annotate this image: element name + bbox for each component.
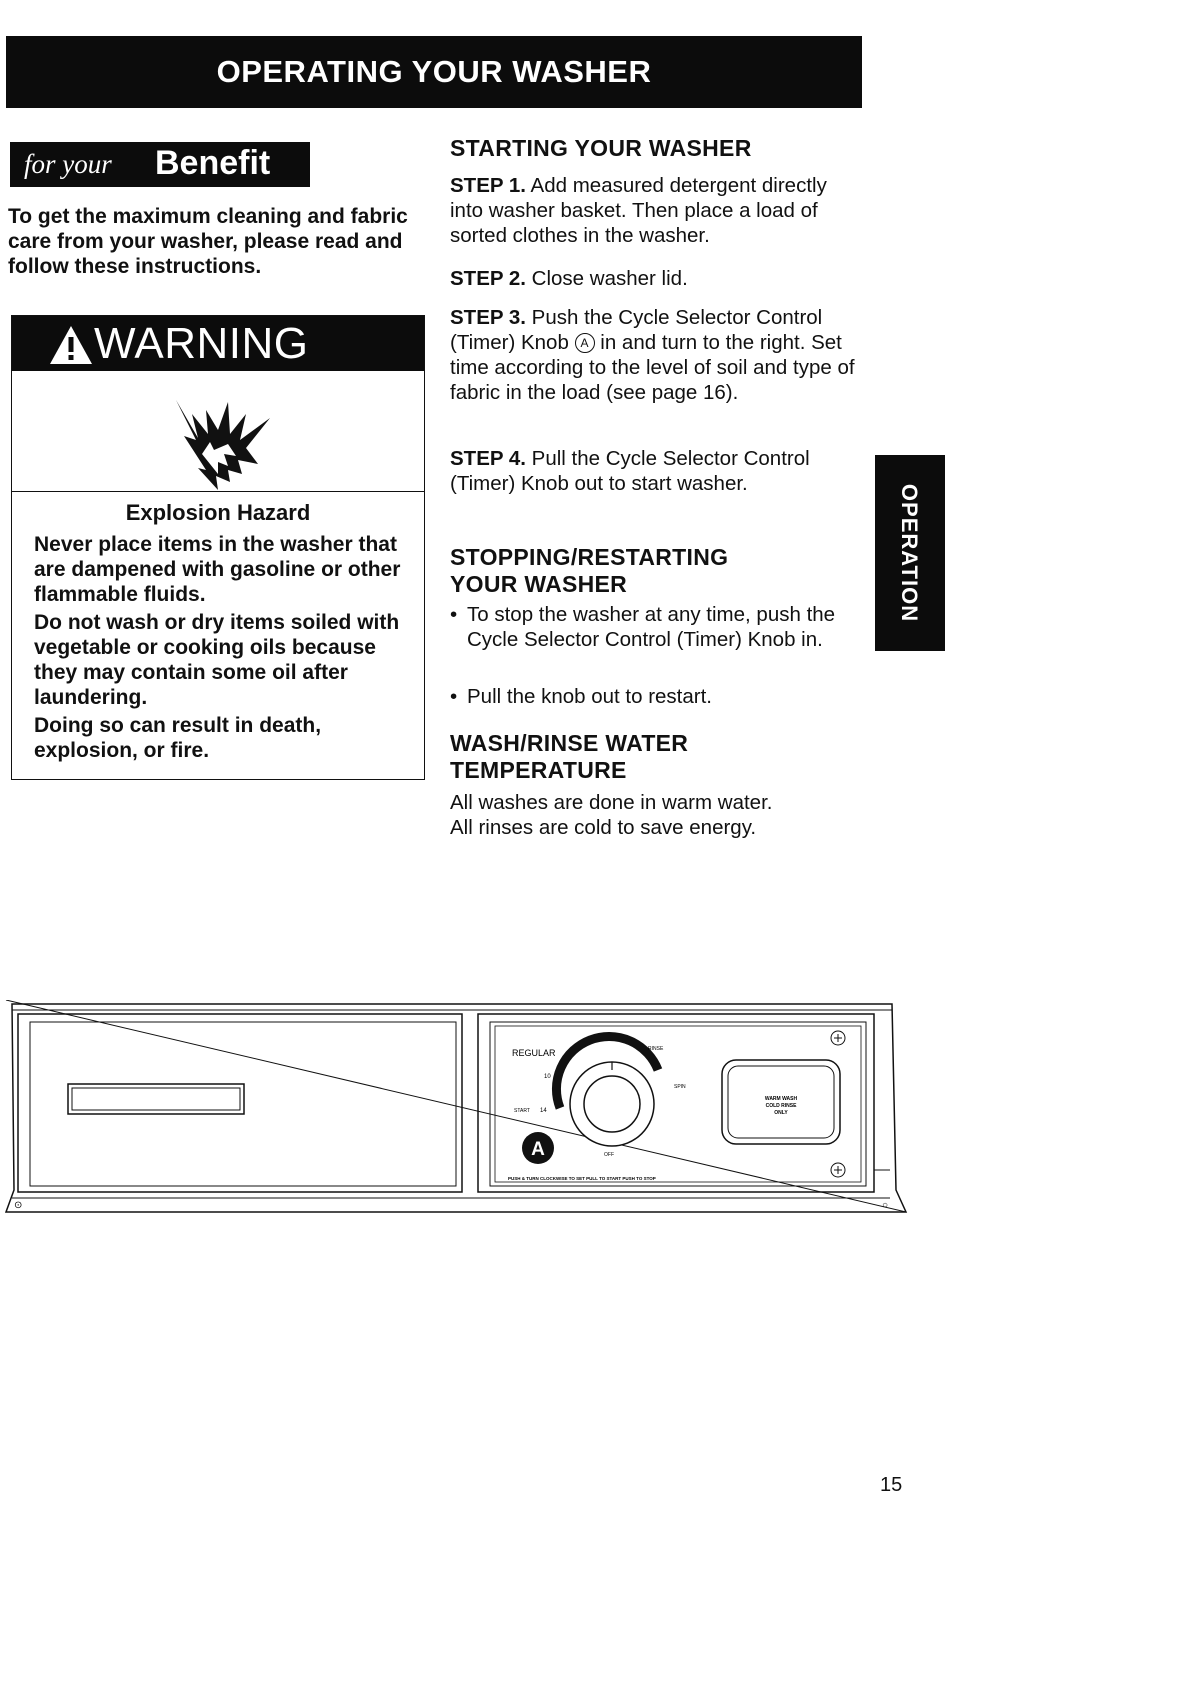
indicator-line-3: ONLY xyxy=(774,1110,788,1116)
indicator-line-2: COLD RINSE xyxy=(765,1103,797,1109)
warning-paragraph: Never place items in the washer that are dampened with gasoline or other flammable fluids. xyxy=(34,533,401,606)
list-item-text: To stop the washer at any time, push the Cycle Selector Control (Timer) Knob in. xyxy=(467,603,836,651)
stopping-heading xyxy=(450,544,728,598)
screw-icon: ⊙ xyxy=(14,1200,23,1211)
step-1-label: STEP 1. xyxy=(450,174,526,197)
explosion-icon xyxy=(162,384,282,494)
step-2-text: Close washer lid. xyxy=(531,267,688,290)
side-tab-label: OPERATION xyxy=(897,483,922,623)
temperature-line-2: All rinses are cold to save energy. xyxy=(450,816,757,839)
indicator-window xyxy=(722,1060,840,1144)
step-3-text-b: in and turn to the right. Set time according to the level of soil and type of fabric in the load (see page 16). xyxy=(450,331,855,404)
step-1 xyxy=(450,173,860,248)
screw-icon: ○ xyxy=(882,1200,889,1211)
page-title: OPERATING YOUR WASHER xyxy=(216,54,652,89)
warning-box xyxy=(11,315,425,780)
warning-header-bar xyxy=(12,316,424,371)
control-section xyxy=(478,1014,874,1192)
dial-label-rinse: RINSE xyxy=(648,1046,664,1052)
benefit-badge-prefix: for your xyxy=(24,149,112,179)
step-1-text: Add measured detergent directly into washer basket. Then place a load of sorted clothes in the washer. xyxy=(450,174,827,247)
warning-divider xyxy=(12,491,424,492)
step-4-text: Pull the Cycle Selector Control (Timer) Knob out to start washer. xyxy=(450,447,810,495)
warning-triangle-icon xyxy=(48,324,94,366)
list-item xyxy=(450,684,860,709)
panel-instructions: PUSH & TURN CLOCKWISE TO SET PULL TO START PUSH TO STOP xyxy=(508,1176,656,1181)
warning-paragraph: Doing so can result in death, explosion, or fire. xyxy=(34,714,322,762)
bullet-icon: • xyxy=(450,685,458,708)
dial-label-10: 10 xyxy=(544,1074,551,1080)
step-3 xyxy=(450,305,860,405)
bullet-icon: • xyxy=(450,603,458,626)
benefit-intro-text: To get the maximum cleaning and fabric care from your washer, please read and follow these instructions. xyxy=(8,205,408,278)
starting-heading: STARTING YOUR WASHER xyxy=(450,135,752,161)
warning-label: WARNING xyxy=(94,319,309,368)
dial-label-regular: REGULAR xyxy=(512,1048,556,1058)
temperature-line-1: All washes are done in warm water. xyxy=(450,791,773,814)
list-item-text: Pull the knob out to restart. xyxy=(467,685,712,708)
callout-a-label: A xyxy=(531,1139,545,1160)
section-side-tab xyxy=(875,455,945,651)
callout-a-marker: A xyxy=(575,333,595,353)
step-2 xyxy=(450,266,860,291)
step-2-label: STEP 2. xyxy=(450,267,526,290)
control-panel-illustration xyxy=(0,1000,910,1240)
benefit-badge-word: Benefit xyxy=(155,144,271,182)
stopping-heading-line2: YOUR WASHER xyxy=(450,571,628,597)
page-number: 15 xyxy=(880,1474,903,1496)
step-3-text-a: Push the Cycle Selector Control (Timer) Knob xyxy=(450,306,823,354)
warning-paragraph: Do not wash or dry items soiled with vegetable or cooking oils because they may contain some oil after laundering. xyxy=(34,611,400,709)
list-item xyxy=(450,602,860,652)
step-3-label: STEP 3. xyxy=(450,306,526,329)
temperature-heading-line2: TEMPERATURE xyxy=(450,757,627,783)
dial-label-spin: SPIN xyxy=(674,1084,686,1090)
dial-label-start: START xyxy=(514,1108,530,1114)
step-4-label: STEP 4. xyxy=(450,447,526,470)
benefit-badge xyxy=(10,142,310,188)
dial-label-14: 14 xyxy=(540,1108,547,1114)
temperature-heading-line1: WASH/RINSE WATER xyxy=(450,730,689,756)
temperature-heading xyxy=(450,730,688,784)
step-4 xyxy=(450,446,860,496)
hazard-title: Explosion Hazard xyxy=(125,500,311,525)
cycle-selector-knob[interactable] xyxy=(570,1062,654,1146)
section-header-bar xyxy=(6,36,862,108)
dial-label-off: OFF xyxy=(604,1152,614,1158)
stopping-heading-line1: STOPPING/RESTARTING xyxy=(450,544,729,570)
indicator-line-1: WARM WASH xyxy=(764,1096,798,1102)
